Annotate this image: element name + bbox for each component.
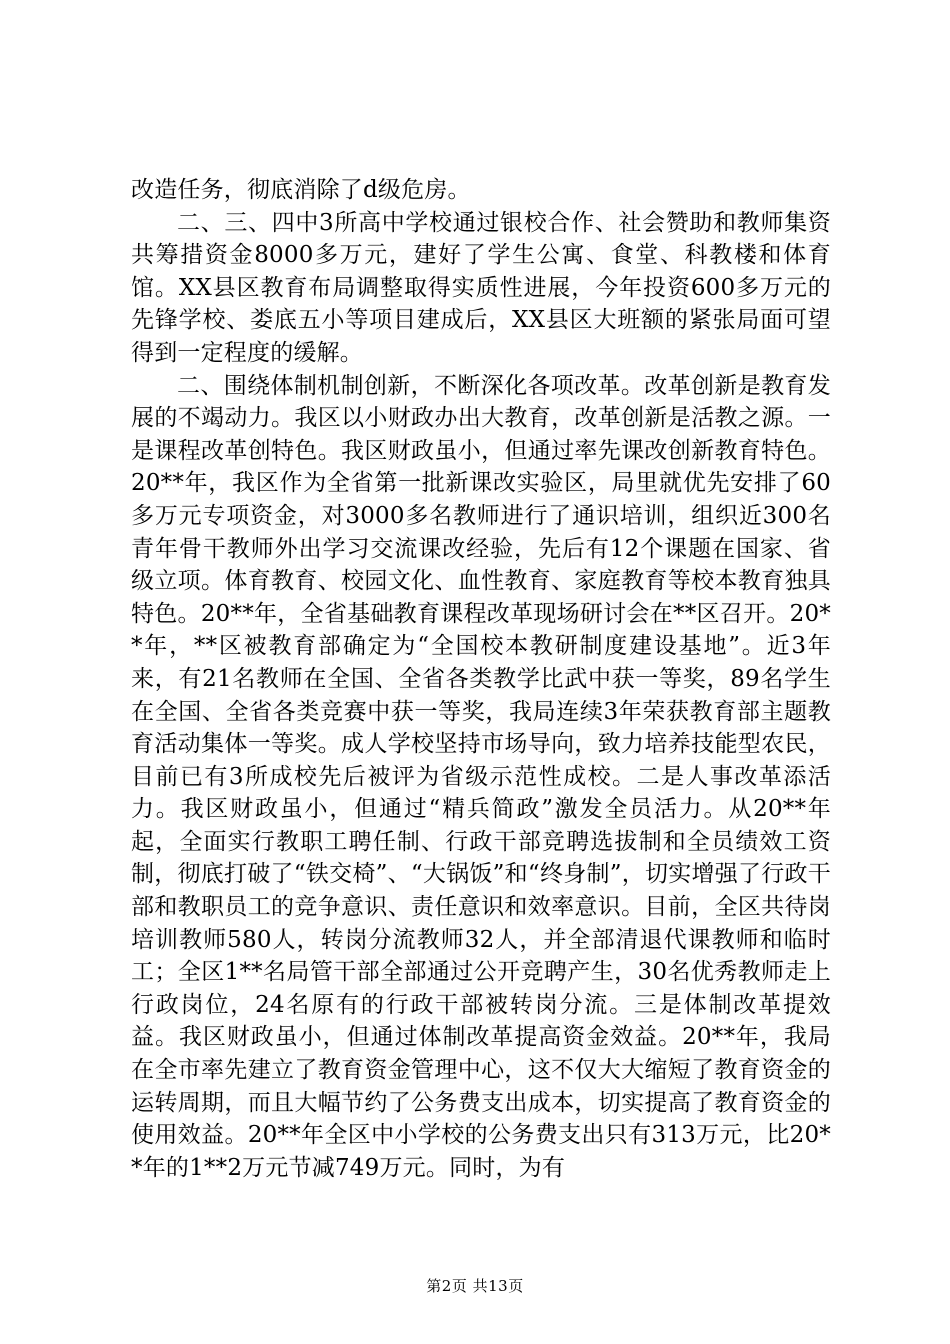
page-number-footer: 第2页 共13页 [426, 1277, 524, 1295]
paragraph-reform-innovation: 二、围绕体制机制创新，不断深化各项改革。改革创新是教育发展的不竭动力。我区以小财政办出大教育，改革创新是活教之源。一是课程改革创特色。我区财政虽小，但通过率先课改创新教育特色。20**年，我区作为全省第一批新课改实验区，局里就优先安排了60多万元专项资金，对3000多名教师进行了通识培训，组织近300名青年骨干教师外出学习交流课改经验，先后有12个课题在国家、省级立项。体育教育、校园文化、血性教育、家庭教育等校本教育独具特色。20**年，全省基础教育课程改革现场研讨会在**区召开。20**年，**区被教育部确定为“全国校本教研制度建设基地”。近3年来，有21名教师在全国、全省各类教学比武中获一等奖，89名学生在全国、全省各类竞赛中获一等奖，我局连续3年荣获教育部主题教育活动集体一等奖。成人学校坚持市场导向，致力培养技能型农民，目前已有3所成校先后被评为省级示范性成校。二是人事改革添活力。我区财政虽小，但通过“精兵简政”激发全员活力。从20**年起，全面实行教职工聘任制、行政干部竞聘选拔制和全员绩效工资制，彻底打破了“铁交椅”、“大锅饭”和“终身制”，切实增强了行政干部和教职员工的竞争意识、责任意识和效率意识。目前，全区共待岗培训教师580人，转岗分流教师32人，并全部清退代课教师和临时工；全区1**名局管干部全部通过公开竞聘产生，30名优秀教师走上行政岗位，24名原有的行政干部被转岗分流。三是体制改革提效益。我区财政虽小，但通过体制改革提高资金效益。20**年，我局在全市率先建立了教育资金管理中心，这不仅大大缩短了教育资金的运转周期，而且大幅节约了公务费支出成本，切实提高了教育资金的使用效益。20**年全区中小学校的公务费支出只有313万元，比20**年的1**2万元节减749万元。同时，为有 [131, 372, 831, 1181]
document-body [131, 174, 831, 1184]
paragraph-school-funding: 二、三、四中3所高中学校通过银校合作、社会赞助和教师集资共筹措资金8000多万元，建好了学生公寓、食堂、科教楼和体育馆。XX县区教育布局调整取得实质性进展，今年投资600多万元的先锋学校、娄底五小等项目建成后，XX县区大班额的紧张局面可望得到一定程度的缓解。 [131, 209, 831, 366]
paragraph-continuation: 改造任务，彻底消除了d级危房。 [131, 177, 471, 203]
